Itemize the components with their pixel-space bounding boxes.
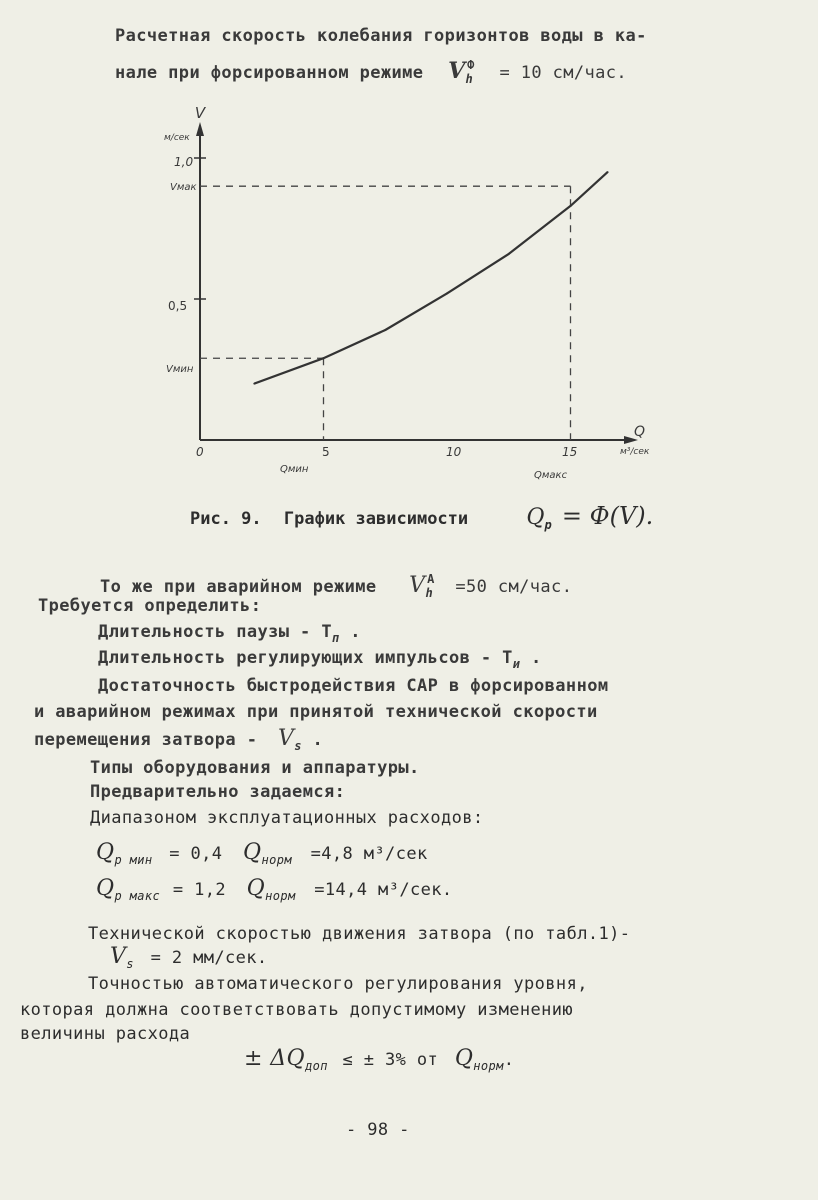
body-line-3: Длительность паузы - $T_п$ . bbox=[98, 622, 361, 645]
formula-tolerance-a: ± ΔQ bbox=[244, 1046, 305, 1071]
data-points bbox=[253, 171, 608, 385]
formula-qmin-sub: р мин bbox=[114, 853, 153, 867]
body-line-11: Технической скоростью движения затвора (по табл.1)- bbox=[88, 924, 631, 944]
y-label-vmax: Vмак bbox=[170, 182, 197, 193]
x-label-qmin: Qмин bbox=[280, 464, 309, 475]
body-line-10: Диапазоном эксплуатационных расходов: bbox=[90, 808, 484, 828]
formula-qmax-sub: р макс bbox=[114, 889, 161, 903]
y-label-vmin: Vмин bbox=[166, 364, 194, 375]
formula-qmin-value: =4,8 м³/сек bbox=[310, 844, 428, 864]
y-tick-mid: 0,5 bbox=[168, 299, 188, 313]
data-point-6 bbox=[607, 171, 609, 173]
body-line-7-sub: s bbox=[294, 739, 302, 753]
body-line-2: Требуется определить: bbox=[38, 596, 262, 616]
formula-qmin-coef: = 0,4 bbox=[169, 844, 223, 864]
intro-formula-sub: h bbox=[465, 72, 474, 86]
data-point-2 bbox=[384, 329, 386, 331]
formula-tolerance-q: Q bbox=[454, 1046, 474, 1071]
formula-qmax bbox=[96, 876, 453, 903]
formula-tolerance: ± $\Delta Q_{доп}$ ≤ ± 3% от $Q_{норм}$. bbox=[244, 1046, 515, 1073]
formula-qmin-q: Q bbox=[96, 840, 115, 865]
body-line-1-sup: A bbox=[427, 572, 435, 586]
x-tick-15: 15 bbox=[562, 445, 578, 459]
body-line-1-var: V bbox=[409, 573, 426, 598]
formula-tolerance-sub2: норм bbox=[473, 1059, 504, 1073]
y-axis-arrow bbox=[196, 122, 204, 136]
figure-chart bbox=[150, 100, 670, 490]
body-line-3-text: Длительность паузы - T bbox=[98, 622, 332, 642]
caption-label: Рис. 9. bbox=[190, 509, 262, 529]
caption-formula: Q bbox=[526, 505, 545, 530]
formula-qmax-value: =14,4 м³/сек. bbox=[314, 880, 453, 900]
body-line-3-sub: п bbox=[331, 631, 340, 645]
x-label-qmax: Qмакс bbox=[534, 470, 568, 481]
x-axis-var: Q bbox=[634, 424, 646, 440]
x-tick-5: 5 bbox=[322, 445, 330, 459]
figure-caption bbox=[190, 502, 653, 532]
x-axis-unit: м³/сек bbox=[620, 447, 650, 457]
body-line-6: и аварийном режимах при принятой технической скорости bbox=[34, 702, 598, 722]
data-line bbox=[254, 172, 607, 384]
intro-line-1: Расчетная скорость колебания горизонтов воды в ка- bbox=[115, 26, 647, 46]
body-line-7-text: перемещения затвора - bbox=[34, 730, 258, 750]
body-line-1-value: =50 см/час. bbox=[455, 577, 573, 597]
page-number: - 98 - bbox=[346, 1120, 410, 1140]
body-line-12-value: = 2 мм/сек. bbox=[150, 948, 268, 968]
formula-qmin bbox=[96, 840, 428, 867]
formula-qmax-q2: Q bbox=[246, 876, 266, 901]
caption-formula-rest: = Ф(V). bbox=[561, 502, 654, 530]
body-line-12-var: V bbox=[110, 944, 127, 969]
intro-line-2 bbox=[115, 58, 627, 86]
intro-formula-sup: Ф bbox=[467, 58, 475, 72]
formula-qmin-sub2: норм bbox=[261, 853, 292, 867]
body-line-4-text: Длительность регулирующих импульсов - T bbox=[98, 648, 513, 668]
body-line-1-text: То же при аварийном режиме bbox=[100, 577, 377, 597]
y-tick-top: 1,0 bbox=[174, 155, 194, 169]
data-point-0 bbox=[253, 383, 255, 385]
intro-formula-value: = 10 см/час. bbox=[499, 63, 628, 83]
caption-text: График зависимости bbox=[283, 509, 469, 529]
data-point-5 bbox=[570, 205, 572, 207]
data-point-3 bbox=[446, 292, 448, 294]
formula-tolerance-b: ≤ ± 3% от bbox=[342, 1050, 439, 1070]
body-line-9: Предварительно задаемся: bbox=[90, 782, 346, 802]
intro-line-2-text: нале при форсированном режиме bbox=[115, 63, 424, 83]
body-line-4-sub: и bbox=[512, 657, 521, 671]
formula-qmax-coef: = 1,2 bbox=[172, 880, 227, 900]
y-axis-var: V bbox=[194, 104, 206, 122]
y-axis-unit: м/сек bbox=[164, 133, 190, 143]
body-line-1-sub: h bbox=[425, 586, 434, 600]
reference-lines bbox=[200, 186, 571, 440]
data-point-1 bbox=[323, 357, 325, 359]
body-line-7: перемещения затвора - $V_s$ . bbox=[34, 726, 324, 753]
body-line-4: Длительность регулирующих импульсов - $T_и$ . bbox=[98, 648, 542, 671]
body-line-12-sub: s bbox=[126, 957, 134, 971]
intro-formula-var: V bbox=[448, 58, 466, 84]
body-line-8: Типы оборудования и аппаратуры. bbox=[90, 758, 420, 778]
formula-tolerance-sub: доп bbox=[304, 1059, 328, 1073]
data-point-4 bbox=[508, 253, 510, 255]
x-tick-0: 0 bbox=[196, 445, 204, 459]
body-line-14: которая должна соответствовать допустимому изменению bbox=[20, 1000, 574, 1020]
body-line-5: Достаточность быстродействия САР в форсированном bbox=[98, 676, 609, 696]
formula-qmax-sub2: норм bbox=[265, 889, 296, 903]
body-line-13: Точностью автоматического регулирования уровня, bbox=[88, 974, 588, 994]
x-tick-10: 10 bbox=[446, 445, 462, 459]
formula-qmin-q2: Q bbox=[243, 840, 262, 865]
formula-qmax-q: Q bbox=[96, 876, 115, 901]
body-line-15: величины расхода bbox=[20, 1024, 191, 1044]
caption-formula-sub: p bbox=[544, 518, 552, 532]
body-line-7-var: V bbox=[277, 726, 295, 751]
body-line-12 bbox=[110, 944, 268, 971]
